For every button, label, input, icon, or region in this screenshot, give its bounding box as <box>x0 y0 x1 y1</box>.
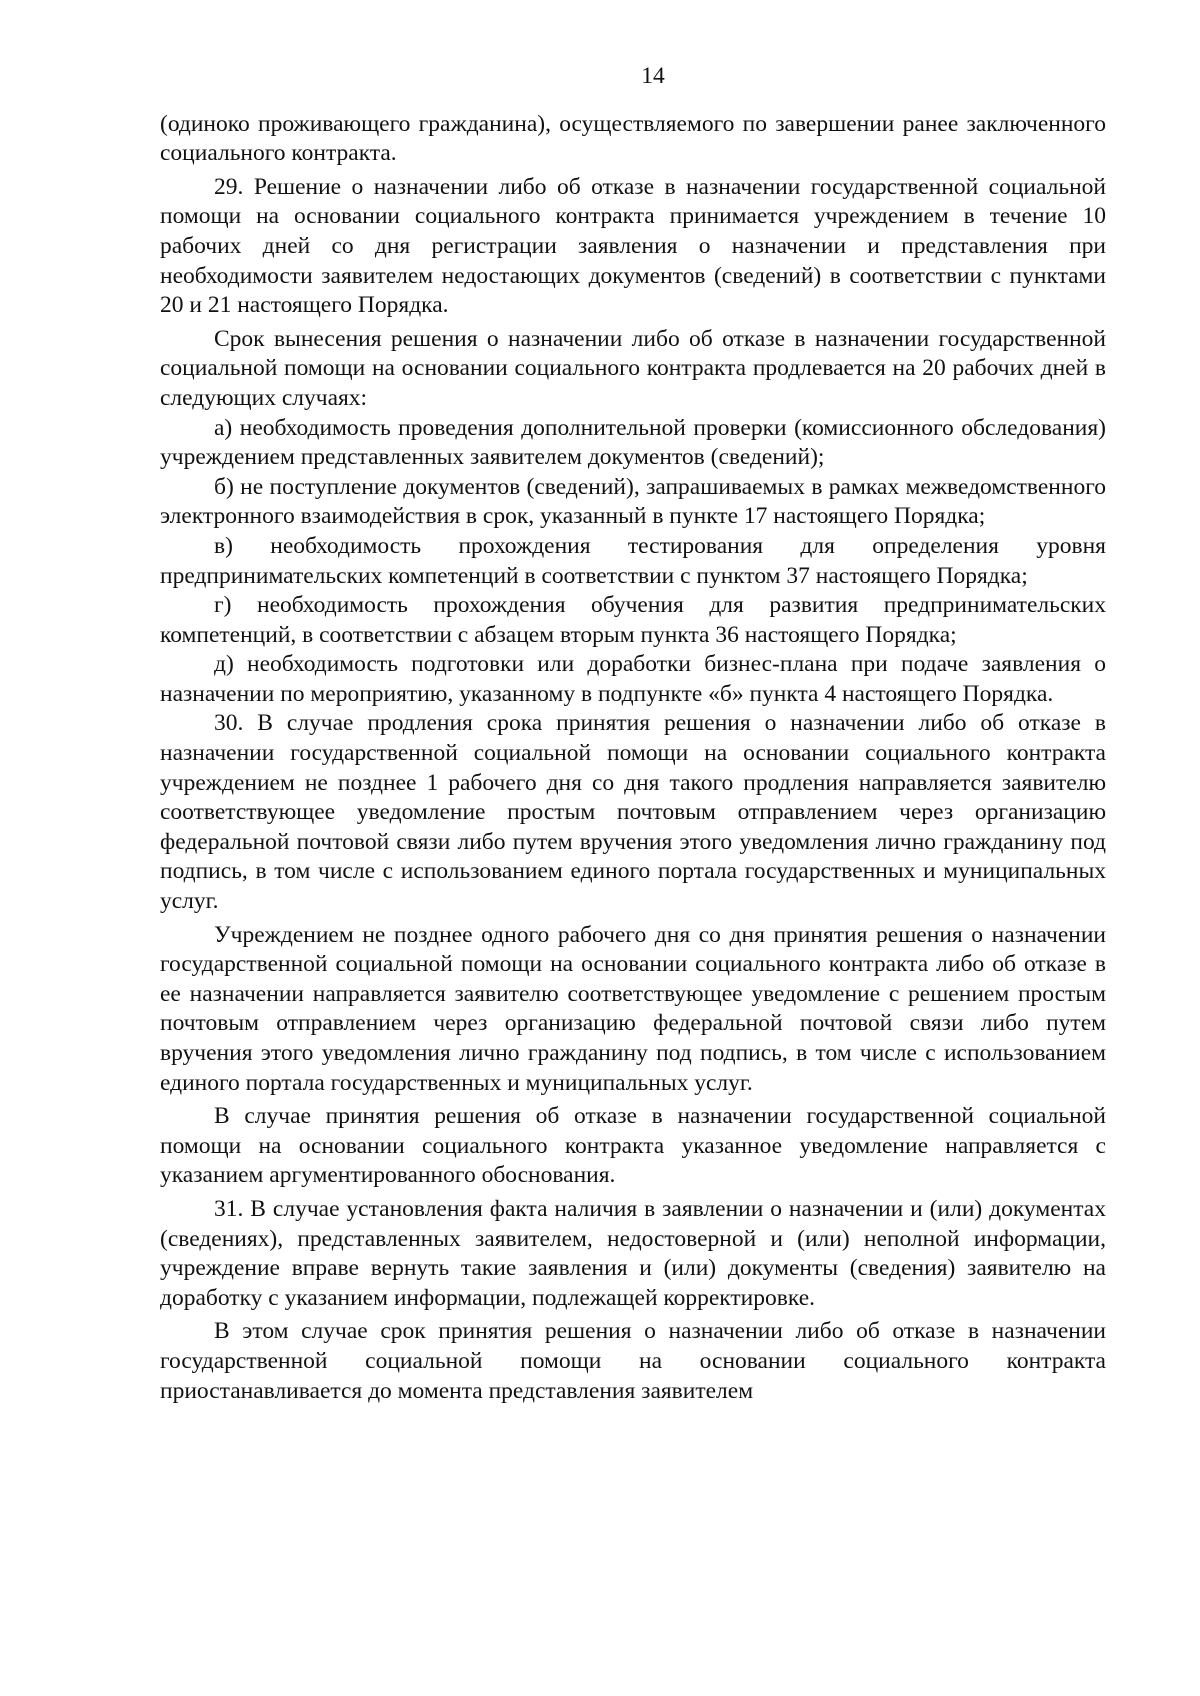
list-item-g: г) необходимость прохождения обучения для развития предпринимательских компетенций, в соответствии с абзацем вторым пункта 36 настоящего Порядка; <box>160 592 1106 648</box>
document-page <box>160 62 1106 1406</box>
paragraph-clause-29: 29. Решение о назначении либо об отказе в назначении государственной социальной помощи на основании социального контракта принимается учреждением в течение 10 рабочих дней со дня регистрации заявления о назначении и представления при необходимости заявителем недостающих документов (сведений) в соответствии с пунктами 20 и 21 настоящего Порядка. <box>160 173 1106 319</box>
paragraph-refusal-notice: В случае принятия решения об отказе в назначении государственной социальной помощи на основании социального контракта указанное уведомление направляется с указанием аргументированного обоснования. <box>160 1103 1106 1189</box>
list-item-d: д) необходимость подготовки или доработки бизнес-плана при подаче заявления о назначении по мероприятию, указанному в подпункте «б» пункта 4 настоящего Порядка. <box>160 651 1106 707</box>
paragraph-suspension: В этом случае срок принятия решения о назначении либо об отказе в назначении государственной социальной помощи на основании социального контракта приостанавливается до момента представления заявителем <box>160 1318 1106 1404</box>
paragraph-clause-30: 30. В случае продления срока принятия решения о назначении либо об отказе в назначении государственной социальной помощи на основании социального контракта учреждением не позднее 1 рабочего дня со дня такого продления направляется заявителю соответствующее уведомление простым почтовым отправлением через организацию федеральной почтовой связи либо путем вручения этого уведомления лично гражданину под подпись, в том числе с использованием единого портала государственных и муниципальных услуг. <box>160 710 1106 915</box>
list-item-v: в) необходимость прохождения тестирования для определения уровня предпринимательских компетенций в соответствии с пунктом 37 настоящего Порядка; <box>160 532 1106 589</box>
paragraph-extension-term: Срок вынесения решения о назначении либо об отказе в назначении государственной социальной помощи на основании социального контракта продлевается на 20 рабочих дней в следующих случаях: <box>160 325 1106 411</box>
paragraph-continuation: (одиноко проживающего гражданина), осуществляемого по завершении ранее заключенного социального контракта. <box>160 110 1106 167</box>
list-item-b: б) не поступление документов (сведений), запрашиваемых в рамках межведомственного электронного взаимодействия в срок, указанный в пункте 17 настоящего Порядка; <box>160 473 1106 530</box>
paragraph-clause-31: 31. В случае установления факта наличия в заявлении о назначении и (или) документах (сведениях), представленных заявителем, недостоверной и (или) неполной информации, учреждение вправе вернуть такие заявления и (или) документы (сведения) заявителю на доработку с указанием информации, подлежащей корректировке. <box>160 1195 1106 1311</box>
paragraph-notification: Учреждением не позднее одного рабочего дня со дня принятия решения о назначении государственной социальной помощи на основании социального контракта либо об отказе в ее назначении направляется заявителю соответствующее уведомление с решением простым почтовым отправлением через организацию федеральной почтовой связи либо путем вручения этого уведомления лично гражданину под подпись, в том числе с использованием единого портала государственных и муниципальных услуг. <box>160 921 1106 1096</box>
list-item-a: а) необходимость проведения дополнительной проверки (комиссионного обследования) учреждением представленных заявителем документов (сведений); <box>160 414 1106 471</box>
page-number: 14 <box>641 63 665 89</box>
